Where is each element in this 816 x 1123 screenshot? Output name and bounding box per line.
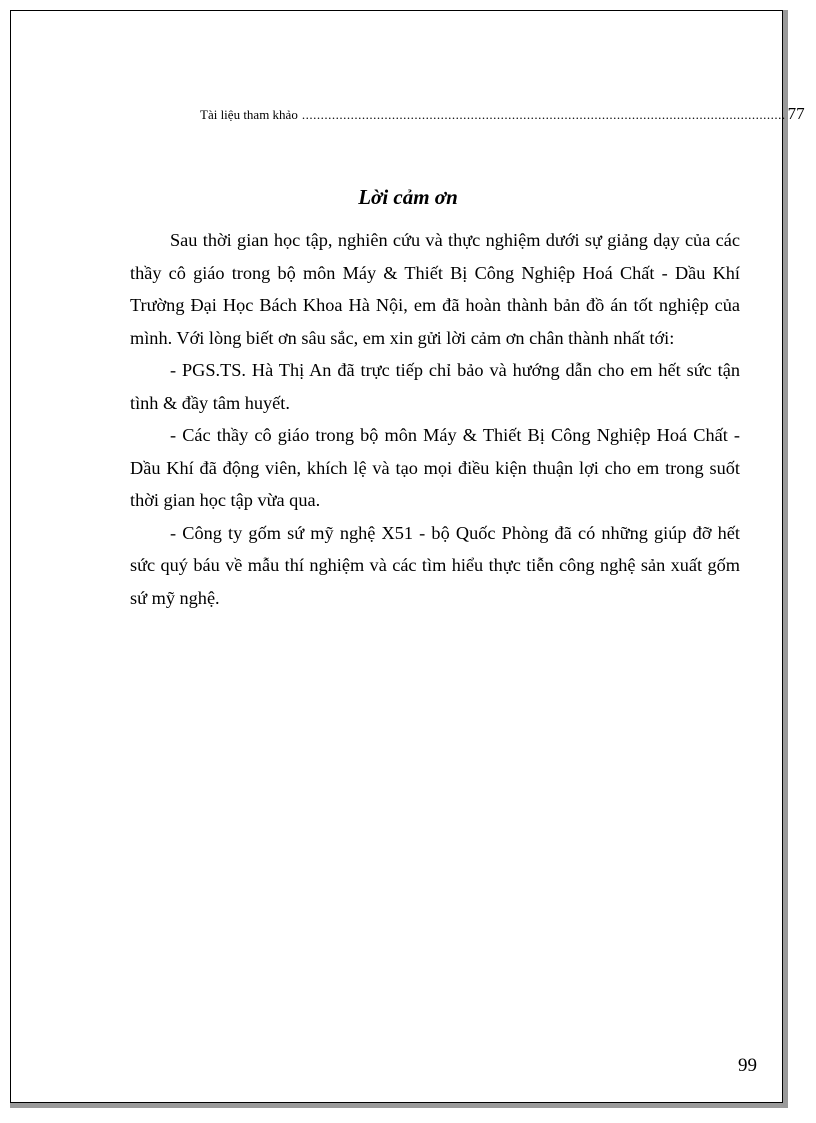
toc-leader-dots: ................................................................................................................................. <box>301 107 786 122</box>
page-number: 99 <box>738 1055 757 1076</box>
toc-entry-page: 77 <box>787 104 805 123</box>
paragraph-department: - Các thầy cô giáo trong bộ môn Máy & Thiết Bị Công Nghiệp Hoá Chất - Dầu Khí đã động viên, khích lệ và tạo mọi điều kiện thuận lợi cho em trong suốt thời gian học tập vừa qua. <box>130 425 740 510</box>
paragraph-company: - Công ty gốm sứ mỹ nghệ X51 - bộ Quốc Phòng đã có những giúp đỡ hết sức quý báu về mẫu thí nghiệm và các tìm hiểu thực tiễn công nghệ sản xuất gốm sứ mỹ nghệ. <box>130 522 740 608</box>
paragraph-intro: Sau thời gian học tập, nghiên cứu và thực nghiệm dưới sự giảng dạy của các thầy cô giáo trong bộ môn Máy & Thiết Bị Công Nghiệp Hoá Chất - Dầu Khí Trường Đại Học Bách Khoa Hà Nội, em đã hoàn thành bản đồ án tốt nghiệp của mình. Với lòng biết ơn sâu sắc, em xin gửi lời cảm ơn chân thành nhất tới: <box>130 230 740 348</box>
page-title: Lời cảm ơn <box>358 185 458 209</box>
acknowledgement-body <box>130 224 740 614</box>
toc-entry <box>200 104 805 124</box>
toc-entry-title: Tài liệu tham khảo <box>200 107 298 122</box>
paragraph-advisor: - PGS.TS. Hà Thị An đã trực tiếp chỉ bảo và hướng dẫn cho em hết sức tận tình & đầy tâm huyết. <box>130 360 740 413</box>
